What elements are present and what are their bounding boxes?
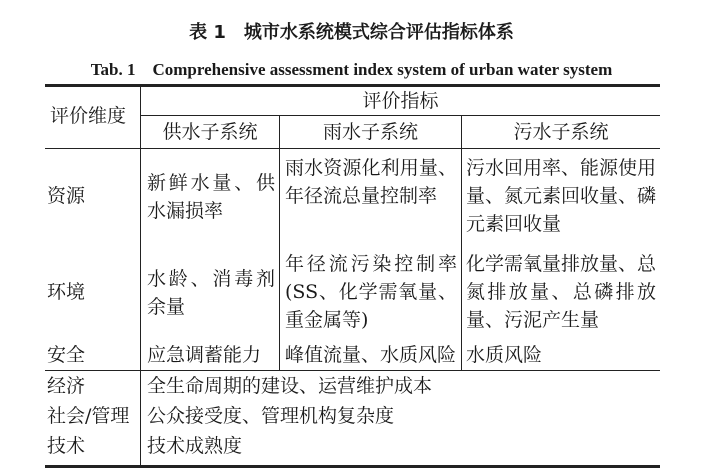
bottom-rule bbox=[45, 465, 660, 468]
row-supply: 应急调蓄能力 bbox=[147, 344, 262, 366]
header-dimension: 评价维度 bbox=[50, 105, 127, 127]
header-rain: 雨水子系统 bbox=[322, 121, 418, 143]
row-dim: 资源 bbox=[47, 185, 86, 207]
header-supply: 供水子系统 bbox=[162, 121, 258, 143]
row-supply: 水龄、消毒剂余量 bbox=[147, 268, 275, 318]
row-all: 全生命周期的建设、运营维护成本 bbox=[147, 375, 433, 397]
row-supply: 新鲜水量、供水漏损率 bbox=[147, 172, 275, 222]
row-sewage: 化学需氧量排放量、总氮排放量、总磷排放量、污泥产生量 bbox=[466, 253, 657, 331]
row-dim: 安全 bbox=[47, 344, 86, 366]
row-rain: 年径流污染控制率(SS、化学需氧量、重金属等) bbox=[285, 253, 457, 331]
row-sewage: 污水回用率、能源使用量、氮元素回收量、磷元素回收量 bbox=[466, 157, 657, 235]
col-divider-2 bbox=[279, 116, 280, 371]
header-divider bbox=[141, 115, 660, 116]
row-dim: 技术 bbox=[47, 435, 86, 457]
row-dim: 社会/管理 bbox=[47, 405, 130, 427]
table-subtitle: Tab. 1 Comprehensive assessment index system of urban water system bbox=[90, 60, 613, 79]
row-dim: 经济 bbox=[47, 375, 86, 397]
header-sewage: 污水子系统 bbox=[513, 121, 609, 143]
col-divider-3 bbox=[461, 116, 462, 371]
row-dim: 环境 bbox=[47, 281, 86, 303]
row-all: 技术成熟度 bbox=[147, 435, 243, 457]
row-rain: 雨水资源化利用量、年径流总量控制率 bbox=[285, 157, 457, 207]
row-sewage: 水质风险 bbox=[466, 344, 543, 366]
row-rain: 峰值流量、水质风险 bbox=[285, 344, 457, 366]
header-indicators: 评价指标 bbox=[362, 90, 439, 112]
row-all: 公众接受度、管理机构复杂度 bbox=[147, 405, 395, 427]
section-rule bbox=[45, 370, 660, 371]
table-title: 表 1 城市水系统模式综合评估指标体系 bbox=[189, 22, 514, 43]
header-bottom-rule bbox=[45, 148, 660, 149]
